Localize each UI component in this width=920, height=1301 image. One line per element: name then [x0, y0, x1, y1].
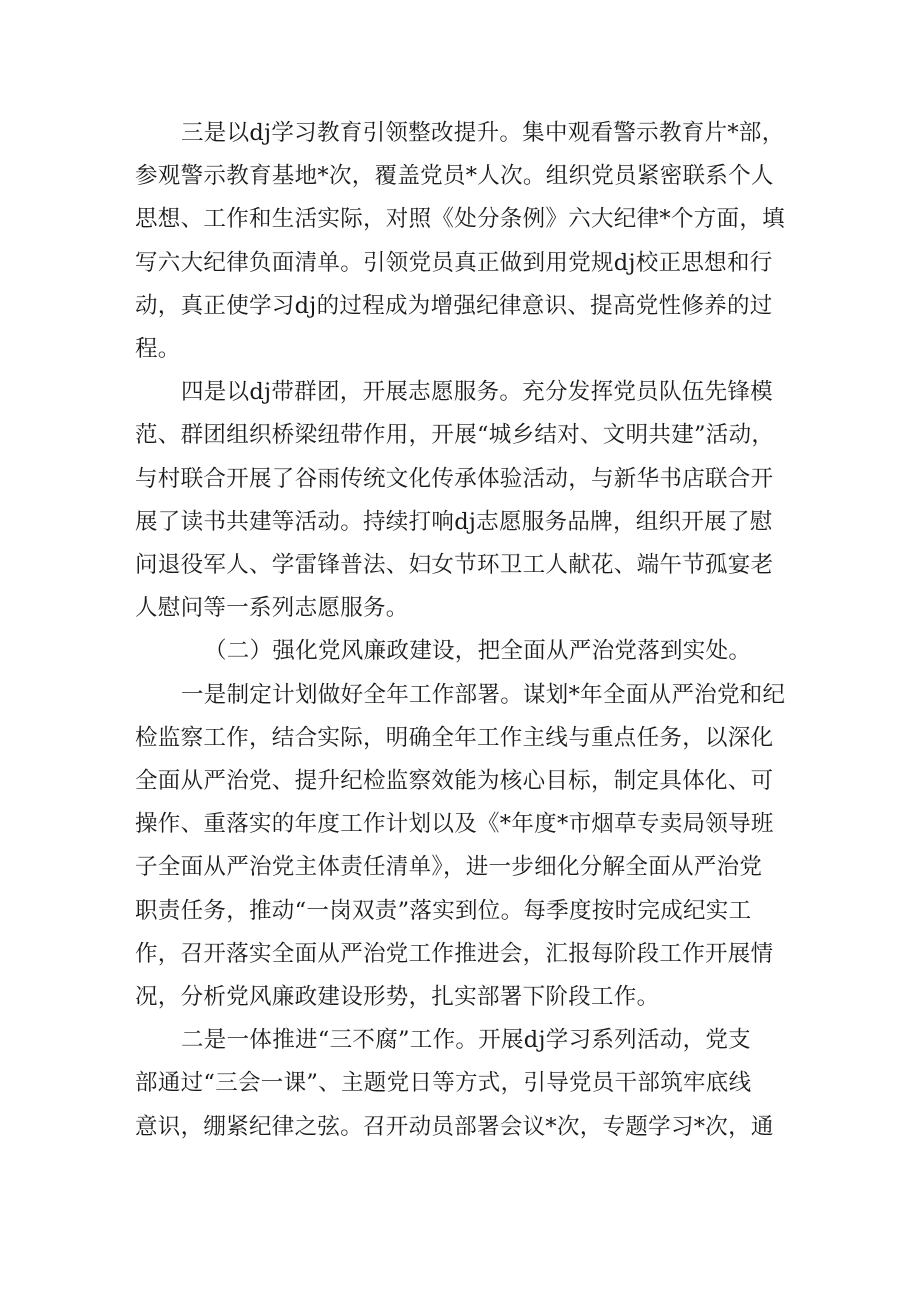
- paragraph-rectification: [135, 112, 785, 371]
- text-line: 四是以dj带群团，开展志愿服务。充分发挥党员队伍先锋模: [181, 379, 773, 406]
- paragraph-annual-plan: [135, 674, 785, 1020]
- text-line: 子全面从严治党主体责任清单》，进一步细化分解全面从严治党: [135, 854, 763, 881]
- text-line: 动，真正使学习dj的过程成为增强纪律意识、提高党性修养的过: [135, 292, 773, 319]
- document-body: [135, 112, 785, 1149]
- heading-line: （二）强化党风廉政建设，把全面从严治党落到实处。: [204, 638, 752, 665]
- section-heading: [135, 630, 785, 673]
- text-line: 检监察工作，结合实际，明确全年工作主线与重点任务，以深化: [135, 724, 774, 751]
- text-line: 参观警示教育基地*次，覆盖党员*人次。组织党员紧密联系个人: [135, 163, 774, 190]
- text-line: 意识，绷紧纪律之弦。召开动员部署会议*次，专题学习*次，通: [135, 1113, 774, 1140]
- text-line: 与村联合开展了谷雨传统文化传承体验活动，与新华书店联合开: [135, 465, 774, 492]
- paragraph-volunteer-service: [135, 371, 785, 630]
- text-line: 部通过“三会一课”、主题党日等方式，引导党员干部筑牢底线: [135, 1070, 752, 1097]
- text-line: 二是一体推进“三不腐”工作。开展dj学习系列活动，党支: [181, 1027, 751, 1054]
- text-line: 职责任务，推动“一岗双责”落实到位。每季度按时完成纪实工: [135, 897, 752, 924]
- text-line: 作，召开落实全面从严治党工作推进会，汇报每阶段工作开展情: [135, 940, 774, 967]
- text-line: 展了读书共建等活动。持续打响dj志愿服务品牌，组织开展了慰: [135, 508, 773, 535]
- text-line: 全面从严治党、提升纪检监察效能为核心目标，制定具体化、可: [135, 768, 774, 795]
- text-line: 写六大纪律负面清单。引领党员真正做到用党规dj校正思想和行: [135, 249, 773, 276]
- text-line: 人慰问等一系列志愿服务。: [135, 595, 409, 622]
- text-line: 思想、工作和生活实际，对照《处分条例》六大纪律*个方面，填: [135, 206, 785, 233]
- paragraph-three-no-corruption: [135, 1019, 785, 1149]
- text-line: 操作、重落实的年度工作计划以及《*年度*市烟草专卖局领导班: [135, 811, 774, 838]
- text-line: 况，分析党风廉政建设形势，扎实部署下阶段工作。: [135, 984, 660, 1011]
- text-line: 三是以dj学习教育引领整改提升。集中观看警示教育片*部，: [181, 120, 785, 146]
- text-line: 范、群团组织桥梁纽带作用，开展“城乡结对、文明共建”活动，: [135, 422, 775, 449]
- text-line: 程。: [135, 336, 181, 363]
- text-line: 一是制定计划做好全年工作部署。谋划*年全面从严治党和纪: [181, 681, 786, 708]
- text-line: 问退役军人、学雷锋普法、妇女节环卫工人献花、端午节孤宴老: [135, 552, 774, 579]
